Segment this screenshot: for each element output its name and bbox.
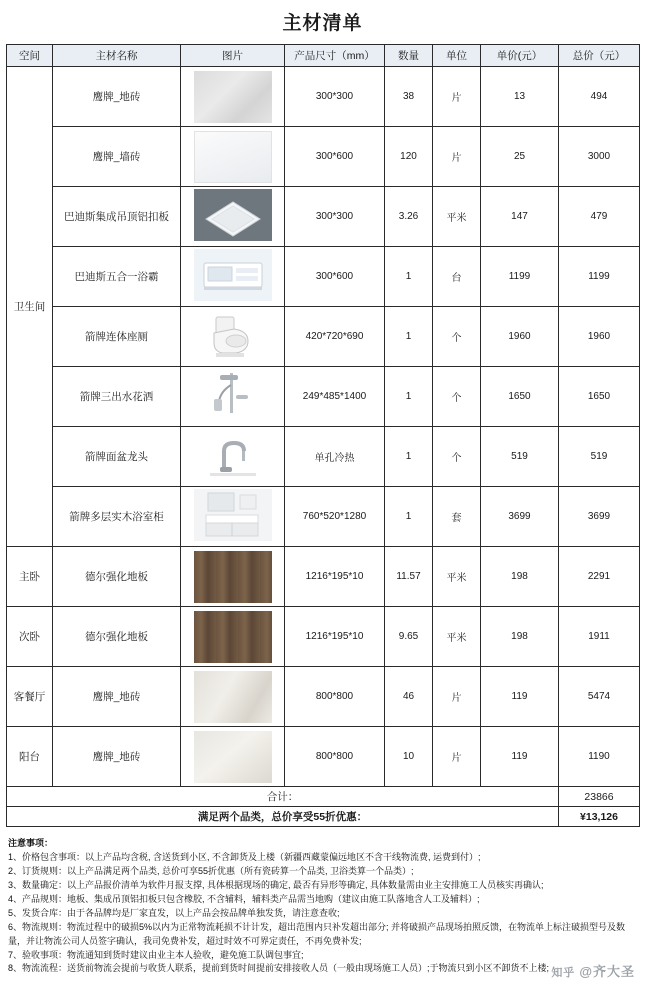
table-row [7,247,640,307]
material-qty: 120 [385,127,433,187]
material-name: 鹰牌_地砖 [53,67,181,127]
promo-label: 满足两个品类，总价享受55折优惠： [7,807,559,827]
wood-floor-icon [194,611,272,663]
note-item: 3、数量确定：以上产品报价清单为软件月报支撑, 具体根据现场的确定, 最否有异形等确定, 具体数量需由业主安排施工人员核实再确认; [8,879,544,890]
material-unit: 片 [433,127,481,187]
material-qty: 3.26 [385,187,433,247]
material-image [181,307,285,367]
material-name: 巴迪斯集成吊顶铝扣板 [53,187,181,247]
material-image [181,127,285,187]
material-name: 鹰牌_地砖 [53,727,181,787]
material-price: 519 [481,427,559,487]
table-row [7,667,640,727]
material-size: 300*600 [285,127,385,187]
note-item: 1、价格包含事项：以上产品均含税, 含送货到小区, 不含卸货及上楼（新疆西藏蒙偏远地区不含干线物流费, 运费到付）; [8,851,481,862]
material-image [181,247,285,307]
total-label: 合计： [7,787,559,807]
total-row [7,787,640,807]
material-name: 德尔强化地板 [53,607,181,667]
note-item: 4、产品规则：地板、集成吊顶铝扣板只包含橡胶, 不含辅料，辅料类产品需当地购（建议由施工队落地含人工及辅料）; [8,893,480,904]
material-name: 箭牌连体座厕 [53,307,181,367]
material-total: 2291 [559,547,640,607]
material-image [181,187,285,247]
material-qty: 9.65 [385,607,433,667]
material-unit: 平米 [433,607,481,667]
toilet-icon [194,353,272,364]
material-qty: 1 [385,427,433,487]
material-image [181,727,285,787]
material-price: 1960 [481,307,559,367]
material-image [181,607,285,667]
material-unit: 套 [433,487,481,547]
material-total: 1911 [559,607,640,667]
space-label: 卫生间 [7,67,53,547]
page-title: 主材清单 [282,13,363,34]
material-size: 1216*195*10 [285,547,385,607]
material-size: 单孔冷热 [285,427,385,487]
watermark [551,961,635,980]
material-image [181,67,285,127]
col-total: 总价（元） [559,45,640,67]
material-image [181,427,285,487]
material-total: 519 [559,427,640,487]
vanity-icon [194,533,272,544]
note-item: 5、发货合库：由于各品牌均是厂家直发，以上产品会按品牌单独发货，请注意查收; [8,907,340,918]
material-qty: 1 [385,307,433,367]
tile-wall-white-icon [194,131,272,183]
material-qty: 46 [385,667,433,727]
col-image: 图片 [181,45,285,67]
ceiling-panel-icon [194,233,272,244]
col-size: 产品尺寸（mm） [285,45,385,67]
note-item: 2、订货规则：以上产品满足两个品类, 总价可享55折优惠（所有瓷砖算一个品类, 卫浴类算一个品类）; [8,865,414,876]
zhihu-logo: 知乎 [551,967,576,980]
promo-row [7,807,640,827]
faucet-icon [194,473,272,484]
material-qty: 11.57 [385,547,433,607]
material-qty: 1 [385,247,433,307]
material-size: 420*720*690 [285,307,385,367]
material-image [181,667,285,727]
col-price: 单价(元） [481,45,559,67]
material-name: 箭牌三出水花洒 [53,367,181,427]
material-name: 鹰牌_墙砖 [53,127,181,187]
total-value: 23866 [559,787,640,807]
table-row [7,367,640,427]
tile-marble2-icon [194,731,272,783]
space-label: 阳台 [7,727,53,787]
material-qty: 1 [385,487,433,547]
col-name: 主材名称 [53,45,181,67]
table-row [7,487,640,547]
bath-heater-icon [194,293,272,304]
col-space: 空间 [7,45,53,67]
col-qty: 数量 [385,45,433,67]
material-qty: 38 [385,67,433,127]
material-unit: 平米 [433,187,481,247]
material-price: 3699 [481,487,559,547]
material-name: 巴迪斯五合一浴霸 [53,247,181,307]
material-total: 1199 [559,247,640,307]
material-unit: 个 [433,427,481,487]
table-row [7,187,640,247]
material-name: 德尔强化地板 [53,547,181,607]
material-price: 13 [481,67,559,127]
tile-floor-grey-icon [194,71,272,123]
material-price: 119 [481,727,559,787]
material-size: 800*800 [285,667,385,727]
material-image [181,547,285,607]
material-unit: 个 [433,307,481,367]
material-size: 1216*195*10 [285,607,385,667]
table-row [7,607,640,667]
space-label: 主卧 [7,547,53,607]
material-table [6,44,640,827]
material-unit: 个 [433,367,481,427]
material-size: 300*300 [285,67,385,127]
material-price: 147 [481,187,559,247]
material-image [181,487,285,547]
table-row [7,547,640,607]
notes-title: 注意事项： [8,838,54,848]
material-name: 箭牌面盆龙头 [53,427,181,487]
table-row [7,127,640,187]
table-row [7,307,640,367]
space-label: 客餐厅 [7,667,53,727]
material-total: 1190 [559,727,640,787]
material-qty: 10 [385,727,433,787]
material-size: 249*485*1400 [285,367,385,427]
material-price: 25 [481,127,559,187]
material-price: 198 [481,607,559,667]
material-total: 5474 [559,667,640,727]
table-row [7,427,640,487]
table-header-row [7,45,640,67]
material-size: 760*520*1280 [285,487,385,547]
watermark-user: @齐大圣 [579,964,635,980]
promo-value: ¥13,126 [559,807,640,827]
material-total: 1650 [559,367,640,427]
material-price: 198 [481,547,559,607]
note-item: 7、验收事项：物流通知到货时建议由业主本人验收，避免施工队调包事宜; [8,949,304,960]
material-unit: 台 [433,247,481,307]
material-total: 479 [559,187,640,247]
material-size: 800*800 [285,727,385,787]
material-price: 119 [481,667,559,727]
note-item: 6、物流规则：物流过程中的破损5%以内为正常物流耗损不计计发，超出范围内只补发超出部分; 并将破损产品现场拍照反馈，在物流单上标注破损型号及数量，并让物流公司人员签字确认，我司免费补发，超过时效不可界定责任，不再免费补发; [8,921,626,946]
material-total: 1960 [559,307,640,367]
material-total: 3699 [559,487,640,547]
material-image [181,367,285,427]
material-unit: 平米 [433,547,481,607]
table-row [7,67,640,127]
tile-marble-icon [194,671,272,723]
material-total: 494 [559,67,640,127]
material-total: 3000 [559,127,640,187]
material-price: 1199 [481,247,559,307]
material-name: 箭牌多层实木浴室柜 [53,487,181,547]
material-size: 300*300 [285,187,385,247]
material-name: 鹰牌_地砖 [53,667,181,727]
material-price: 1650 [481,367,559,427]
col-unit: 单位 [433,45,481,67]
shower-icon [194,413,272,424]
material-unit: 片 [433,727,481,787]
material-size: 300*600 [285,247,385,307]
table-row [7,727,640,787]
wood-floor-icon [194,551,272,603]
note-item: 8、物流流程：送货前物流会提前与收货人联系，提前到货时间提前安排接收人员（一般由现场施工人员）;于物流只到小区不卸货不上楼; [8,963,550,974]
material-qty: 1 [385,367,433,427]
notes-section [6,837,639,986]
material-unit: 片 [433,667,481,727]
material-unit: 片 [433,67,481,127]
space-label: 次卧 [7,607,53,667]
